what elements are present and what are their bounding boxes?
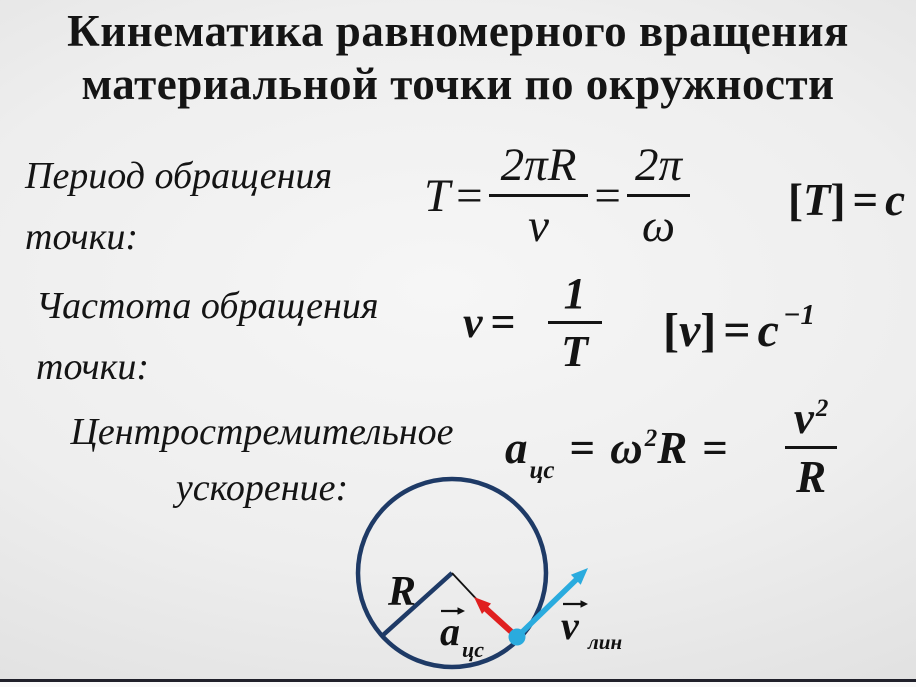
omega-exponent: 2 (644, 424, 658, 452)
bracket-open: [ (663, 304, 679, 357)
slide-title-line2: материальной точки по окружности (81, 59, 835, 109)
slide-title (0, 5, 916, 111)
frequency-formula (463, 268, 602, 377)
bracket-close: ] (830, 175, 846, 225)
equals-sign: = (490, 298, 516, 347)
radius-factor: R (657, 422, 688, 473)
velocity-vector-label: v (561, 603, 579, 648)
acceleration-symbol: a (505, 422, 528, 473)
frequency-formula-lhs: ν (463, 298, 483, 347)
acceleration-fraction (785, 392, 837, 503)
period-unit-symbol: T (803, 175, 831, 225)
bottom-margin (0, 682, 916, 687)
accel-vector-label-subscript: цс (462, 637, 484, 662)
circular-motion-diagram (330, 465, 650, 683)
frequency-unit-symbol: ν (678, 304, 701, 357)
equals-sign: = (456, 169, 483, 222)
omega-symbol: ω (610, 422, 643, 473)
period-formula-lhs: T (424, 169, 451, 222)
period-label-line2: точки: (25, 216, 139, 258)
slide-title-line1: Кинематика равномерного вращения (67, 6, 849, 56)
velocity-exponent: 2 (815, 395, 829, 422)
period-label-line1: Период обращения (25, 155, 333, 197)
period-fraction-2-numerator: 2π (627, 138, 690, 197)
material-point (509, 629, 526, 646)
frequency-unit-exponent: −1 (782, 299, 816, 331)
period-fraction-2-denominator: ω (641, 200, 676, 252)
equals-sign: = (852, 175, 879, 225)
period-formula (424, 138, 690, 253)
velocity-symbol: v (793, 393, 814, 443)
acceleration-fraction-denominator: R (796, 452, 827, 502)
frequency-fraction (548, 268, 602, 377)
period-unit (788, 174, 905, 226)
frequency-unit (663, 299, 816, 358)
equals-sign: = (702, 422, 728, 473)
bracket-close: ] (700, 304, 717, 357)
frequency-label (36, 276, 379, 398)
equals-sign: = (594, 169, 621, 222)
period-fraction-2 (627, 138, 690, 253)
acceleration-label-line1: Центростремительное (70, 411, 454, 453)
equals-sign: = (569, 422, 596, 473)
velocity-label-vector-arrowhead (581, 600, 589, 608)
frequency-fraction-denominator: T (561, 327, 589, 376)
velocity-vector-label-subscript: лин (588, 630, 623, 654)
frequency-unit-value: c (757, 304, 779, 357)
period-fraction-1-numerator: 2πR (489, 138, 589, 197)
period-fraction-1-denominator: v (528, 200, 549, 252)
acceleration-fraction-numerator (785, 392, 837, 449)
frequency-label-line1: Частота обращения (36, 285, 379, 327)
accel-vector-label: a (440, 609, 460, 654)
equals-sign: = (723, 304, 751, 357)
acceleration-symbol-subscript: цс (529, 456, 555, 484)
frequency-label-line2: точки: (36, 346, 150, 388)
period-fraction-1 (489, 138, 589, 253)
bracket-open: [ (788, 175, 803, 225)
period-label (25, 146, 332, 268)
frequency-fraction-numerator: 1 (548, 268, 602, 324)
period-unit-value: c (885, 175, 906, 225)
acceleration-label-line2: ускорение: (175, 467, 349, 509)
radius-label: R (388, 569, 417, 615)
